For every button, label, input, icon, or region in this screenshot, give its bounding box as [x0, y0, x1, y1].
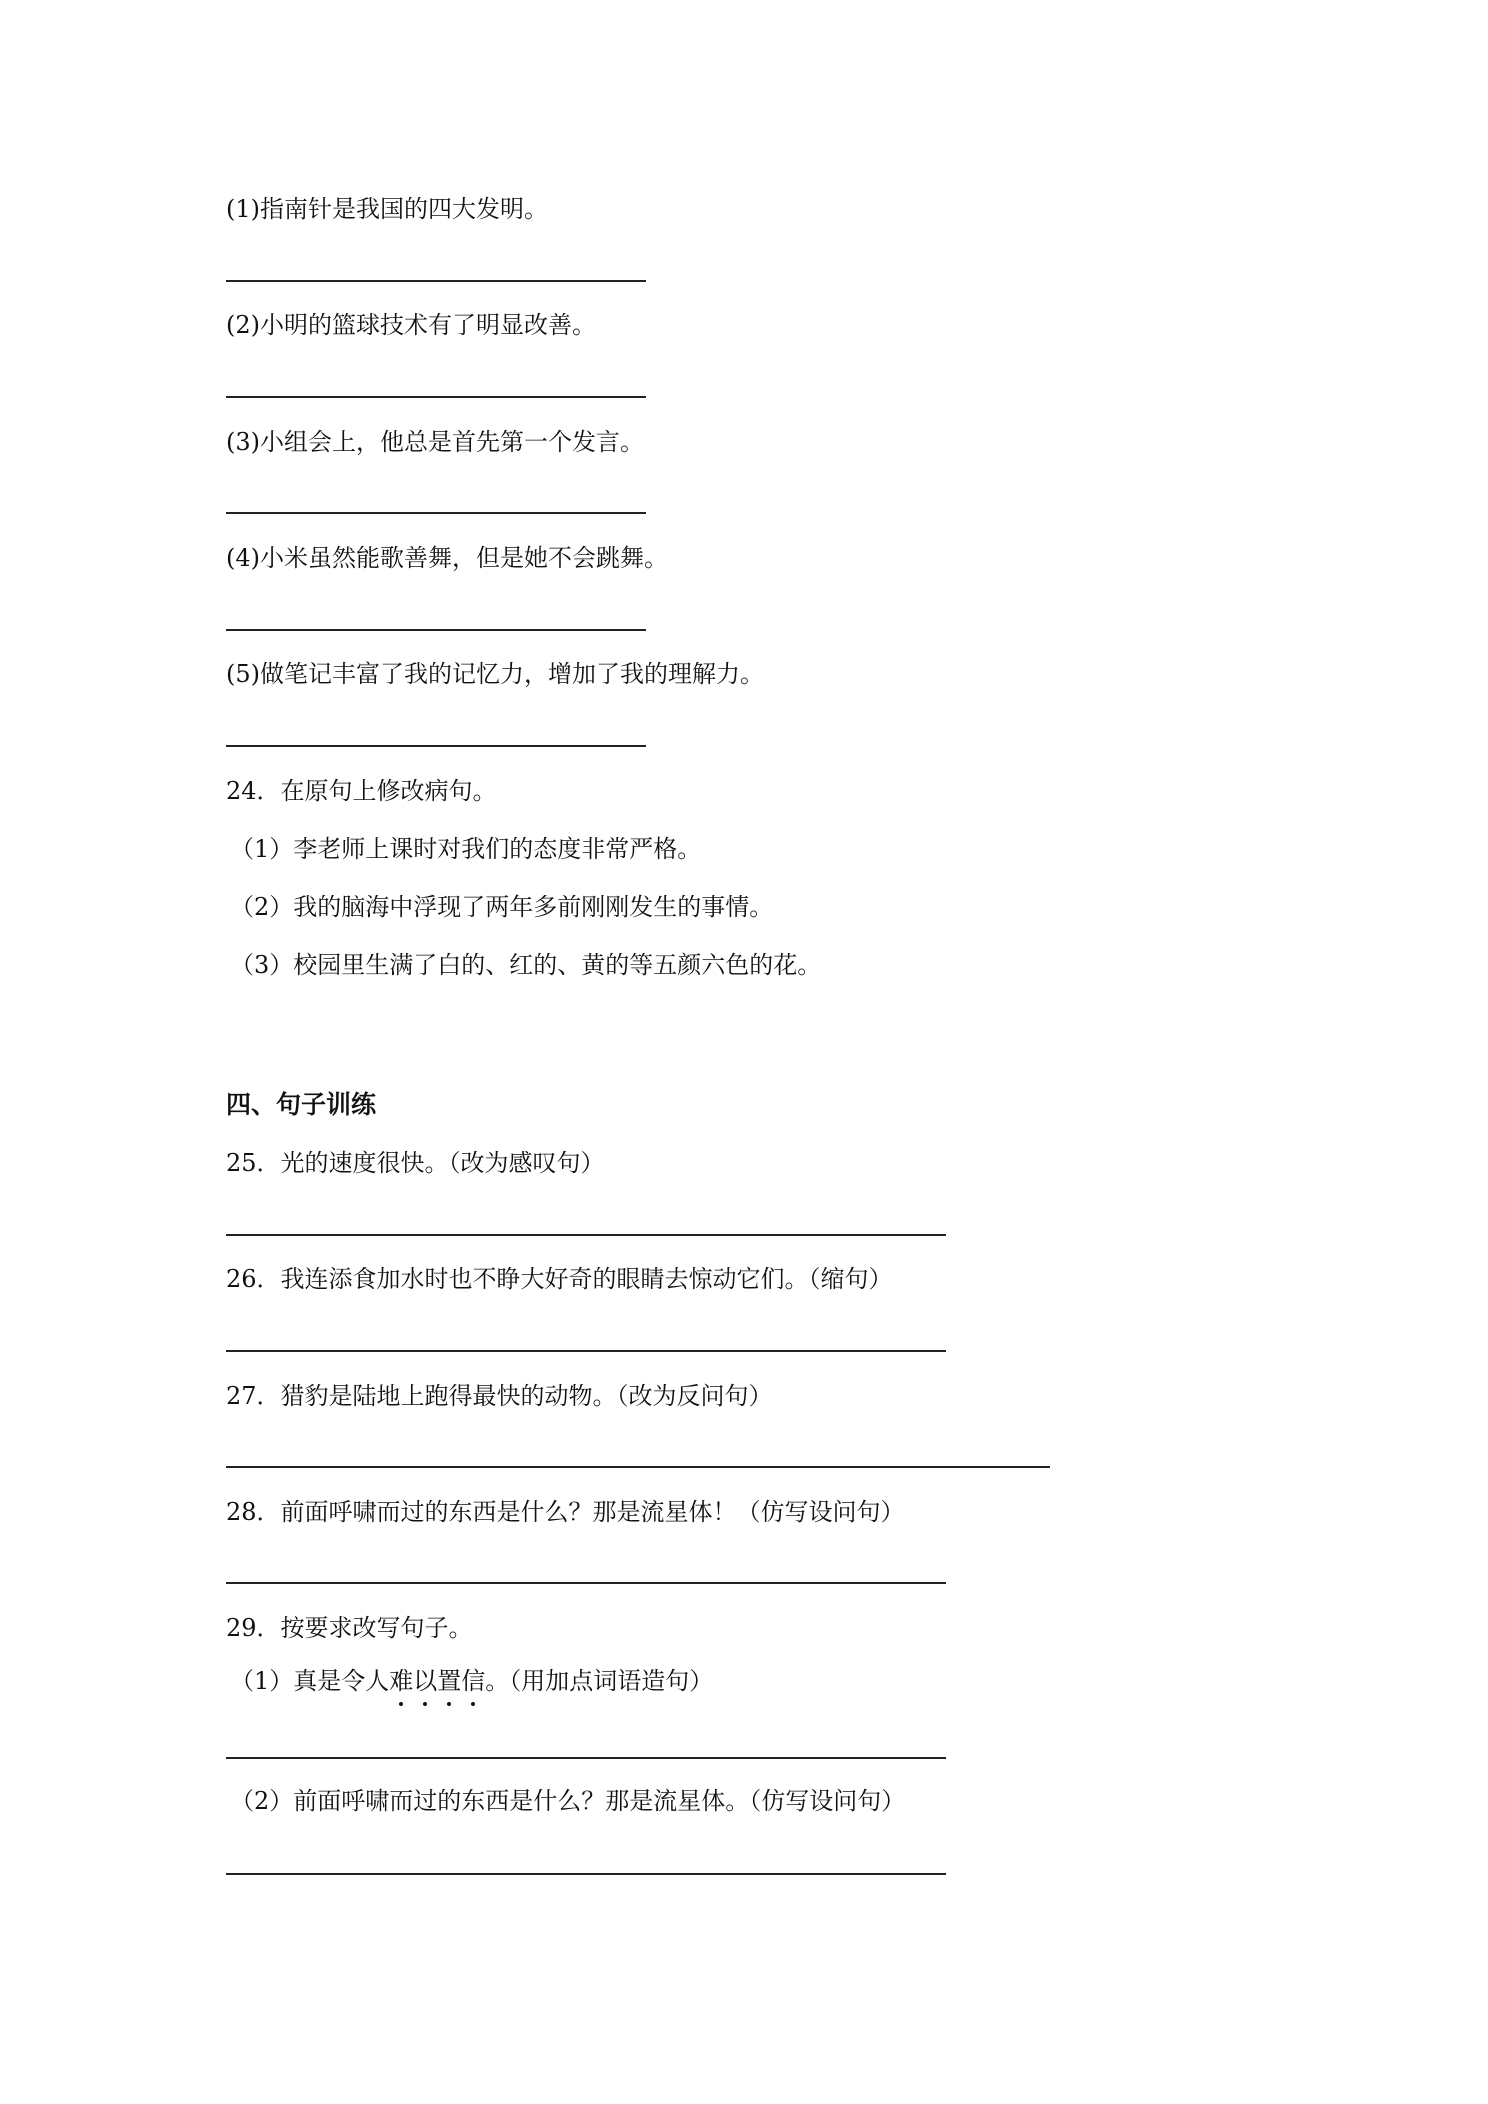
emphasis-char: 以: [413, 1666, 437, 1696]
q24-title: 24．在原句上修改病句。: [226, 777, 497, 805]
emphasis-char: 置: [437, 1666, 461, 1696]
q24-item-3: （3）校园里生满了白的、红的、黄的等五颜六色的花。: [230, 951, 822, 979]
answer-blank[interactable]: [226, 1350, 946, 1352]
q23-item-3: (3)小组会上，他总是首先第一个发言。: [226, 428, 644, 456]
answer-blank[interactable]: [226, 1873, 946, 1875]
q27-prompt: 27．猎豹是陆地上跑得最快的动物。（改为反问句）: [226, 1382, 773, 1410]
q29-title: 29．按要求改写句子。: [226, 1614, 473, 1642]
answer-blank[interactable]: [226, 1582, 946, 1584]
answer-blank[interactable]: [226, 280, 646, 282]
emphasis-char: 难: [389, 1666, 413, 1696]
answer-blank[interactable]: [226, 1466, 1050, 1468]
answer-blank[interactable]: [226, 1757, 946, 1759]
q23-item-2: (2)小明的篮球技术有了明显改善。: [226, 311, 596, 339]
answer-blank[interactable]: [226, 512, 646, 514]
q25-prompt: 25．光的速度很快。（改为感叹句）: [226, 1149, 605, 1177]
q29-item-1-suffix: 。（用加点词语造句）: [485, 1667, 714, 1695]
q29-item-2: （2）前面呼啸而过的东西是什么？那是流星体。（仿写设问句）: [230, 1787, 906, 1815]
section-heading: 四、句子训练: [226, 1090, 377, 1119]
q23-item-1: (1)指南针是我国的四大发明。: [226, 195, 548, 223]
answer-blank[interactable]: [226, 1234, 946, 1236]
q29-item-1: [230, 1666, 713, 1696]
q23-item-4: (4)小米虽然能歌善舞，但是她不会跳舞。: [226, 544, 668, 572]
q24-item-1: （1）李老师上课时对我们的态度非常严格。: [230, 835, 702, 863]
q24-item-2: （2）我的脑海中浮现了两年多前刚刚发生的事情。: [230, 893, 774, 921]
emphasis-char: 信: [461, 1666, 485, 1696]
q28-prompt: 28．前面呼啸而过的东西是什么？那是流星体！（仿写设问句）: [226, 1498, 905, 1526]
answer-blank[interactable]: [226, 629, 646, 631]
answer-blank[interactable]: [226, 396, 646, 398]
q26-prompt: 26．我连添食加水时也不睁大好奇的眼睛去惊动它们。（缩句）: [226, 1265, 893, 1293]
q29-item-1-prefix: （1）真是令人: [230, 1667, 390, 1695]
q23-item-5: (5)做笔记丰富了我的记忆力，增加了我的理解力。: [226, 660, 764, 688]
answer-blank[interactable]: [226, 745, 646, 747]
